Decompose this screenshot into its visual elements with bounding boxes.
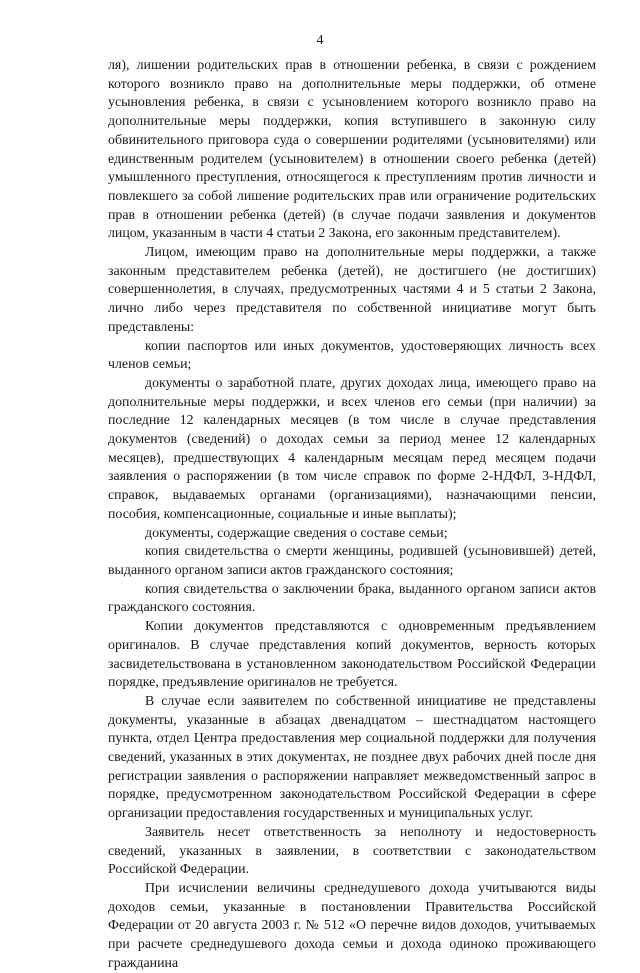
paragraph-passport-copies: копии паспортов или иных документов, удостоверяющих личность всех членов семьи;: [108, 338, 596, 373]
paragraph-applicant-responsibility: Заявитель несет ответственность за неполноту и недостоверность сведений, указанных в заявлении, в соответствии с законодательством Российской Федерации.: [108, 824, 596, 878]
paragraph-income-documents: документы о заработной плате, других доходах лица, имеющего право на дополнительные меры поддержки, и всех членов его семьи (при наличии) за последние 12 календарных месяцев (в том числе в случае представления документов (сведений) о доходах семьи за период менее 12 календарных месяцев), предшествующих 4 календарным месяцам перед месяцем подачи заявления о распоряжении (в том числе справок по форме 2-НДФЛ, 3-НДФЛ, справок, выдаваемых органами (организациями), назначающими пенсии, пособия, компенсационные, социальные и иные выплаты);: [108, 375, 596, 522]
paragraph-eligible-persons: Лицом, имеющим право на дополнительные меры поддержки, а также законным представителем ребенка (детей), не достигшего (не достигших) совершеннолетия, в случаях, предусмотренных частями 4 и 5 статьи 2 Закона, лично либо через представителя по собственной инициативе могут быть представлены:: [108, 245, 596, 335]
paragraph-average-income: При исчислении величины среднедушевого дохода учитываются виды доходов семьи, указанные в постановлении Правительства Российской Федерации от 20 августа 2003 г. № 512 «О перечне видов доходов, учитываемых при расчете среднедушевого дохода семьи и дохода одиноко проживающего гражданина: [108, 880, 596, 971]
document-body: [108, 57, 596, 973]
paragraph-originals: Копии документов представляются с одновременным предъявлением оригиналов. В случае представления копий документов, верность которых засвидетельствована в установленном законодательством Российской Федерации порядке, предъявление оригиналов не требуется.: [108, 619, 596, 691]
paragraph-interagency-request: В случае если заявителем по собственной инициативе не представлены документы, указанные в абзацах двенадцатом – шестнадцатом настоящего пункта, отдел Центра предоставления мер социальной поддержки для получения сведений, указанных в этих документах, не позднее двух рабочих дней после дня регистрации заявления о распоряжении направляет межведомственный запрос в порядке, предусмотренном законодательством Российской Федерации в сфере организации предоставления государственных и муниципальных услуг.: [108, 693, 596, 822]
paragraph-marriage-certificate: копия свидетельства о заключении брака, выданного органом записи актов гражданского состояния.: [108, 581, 596, 616]
paragraph-family-composition: документы, содержащие сведения о составе семьи;: [145, 525, 448, 541]
paragraph-death-certificate: копия свидетельства о смерти женщины, родившей (усыновившей) детей, выданного органом записи актов гражданского состояния;: [108, 544, 596, 578]
paragraph-continuation: ля), лишении родительских прав в отношении ребенка, в связи с рождением которого возникло право на дополнительные меры поддержки, об отмене усыновления ребенка, в связи с усыновлением которого возникло право на дополнительные меры поддержки, копия вступившего в законную силу обвинительного приговора суда о совершении родителями (усыновителями) или единственным родителем (усыновителем) в отношении своего ребенка (детей) умышленного преступления, относящегося к преступлениям против личности и повлекшего за собой лишение родительских прав или ограничение родительских прав в отношении ребенка (детей) (в случае подачи заявления и документов лицом, указанным в части 4 статьи 2 Закона, его законным представителем).: [108, 58, 596, 242]
page-number: 4: [316, 33, 324, 48]
